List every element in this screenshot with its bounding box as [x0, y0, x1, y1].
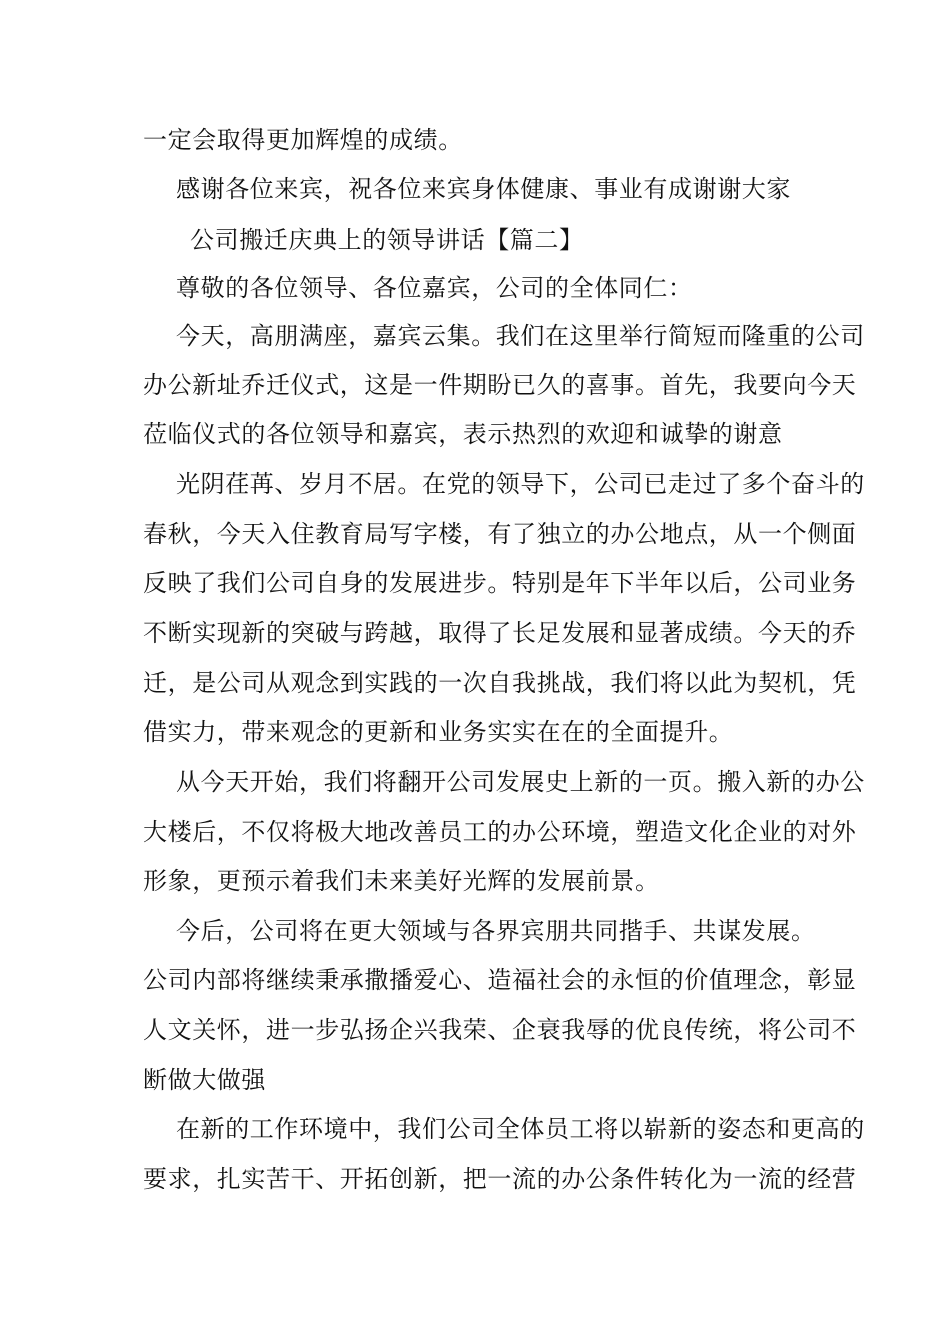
text-line: 要求，扎实苦干、开拓创新，把一流的办公条件转化为一流的经营 — [143, 1165, 857, 1193]
text-line: 在新的工作环境中，我们公司全体员工将以崭新的姿态和更高的 — [176, 1115, 865, 1143]
text-line: 断做大做强 — [143, 1066, 266, 1094]
text-line: 人文关怀，进一步弘扬企兴我荣、企衰我辱的优良传统，将公司不 — [143, 1016, 857, 1044]
salutation: 尊敬的各位领导、各位嘉宾，公司的全体同仁： — [176, 274, 693, 302]
text-line: 光阴荏苒、岁月不居。在党的领导下，公司已走过了多个奋斗的 — [176, 470, 865, 498]
text-line: 大楼后，不仅将极大地改善员工的办公环境，塑造文化企业的对外 — [143, 818, 857, 846]
text-line: 从今天开始，我们将翻开公司发展史上新的一页。搬入新的办公 — [176, 768, 865, 796]
text-line: 莅临仪式的各位领导和嘉宾，表示热烈的欢迎和诚挚的谢意 — [143, 420, 783, 448]
text-line: 一定会取得更加辉煌的成绩。 — [143, 126, 463, 154]
text-line: 形象，更预示着我们未来美好光辉的发展前景。 — [143, 867, 660, 895]
text-line: 办公新址乔迁仪式，这是一件期盼已久的喜事。首先，我要向今天 — [143, 371, 857, 399]
section-heading: 公司搬迁庆典上的领导讲话【篇二】 — [190, 226, 584, 254]
text-line: 迁，是公司从观念到实践的一次自我挑战，我们将以此为契机，凭 — [143, 669, 857, 697]
text-line: 感谢各位来宾，祝各位来宾身体健康、事业有成谢谢大家 — [176, 175, 791, 203]
text-line: 公司内部将继续秉承撒播爱心、造福社会的永恒的价值理念，彰显 — [143, 966, 857, 994]
text-line: 今天，高朋满座，嘉宾云集。我们在这里举行简短而隆重的公司 — [176, 322, 865, 350]
text-line: 今后，公司将在更大领域与各界宾朋共同揩手、共谋发展。 — [176, 917, 816, 945]
text-line: 春秋，今天入住教育局写字楼，有了独立的办公地点，从一个侧面 — [143, 520, 857, 548]
text-line: 不断实现新的突破与跨越，取得了长足发展和显著成绩。今天的乔 — [143, 619, 857, 647]
text-line: 反映了我们公司自身的发展进步。特别是年下半年以后，公司业务 — [143, 569, 857, 597]
text-line: 借实力，带来观念的更新和业务实实在在的全面提升。 — [143, 718, 734, 746]
